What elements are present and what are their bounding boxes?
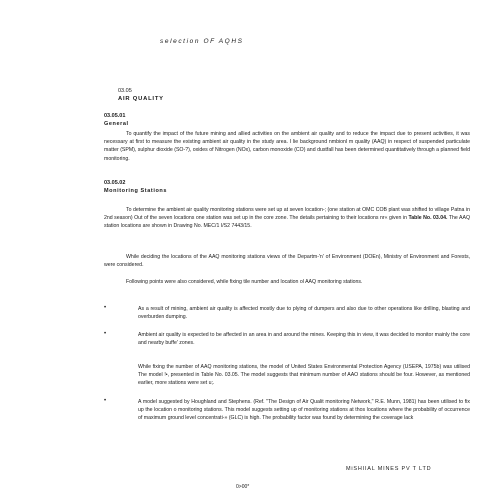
bullet-text-1: As a result of mining, ambient air quality is affected mostly due to plying of dumpers and also due to other operations like drilling, blasting and overburden dumping.: [138, 306, 470, 321]
subsection-title-general: General: [104, 121, 129, 127]
section-title: AIR QUALITY: [118, 96, 164, 102]
model-paragraph: While fixing the number of AAQ monitoring stations, the model of United States Environmental Protection Agency (USEPA, 1975b) was utilised The model !•, presented in Table No. 03.05. The model suggests that minimum number of AAO stations should be four. However, as mentioned earlier, more stations were set u;.: [138, 364, 470, 387]
bullet-mark: •: [104, 331, 107, 337]
bullet-mark: •: [104, 398, 107, 404]
subsection-title-monitoring: Monitoring Stations: [104, 188, 168, 194]
subsection-number-monitoring: 03.05.02: [104, 180, 126, 186]
page-header: selection OF AQHS: [160, 38, 244, 45]
section-number: 03.05: [118, 88, 132, 94]
table-reference: Table No. 03.04.: [408, 215, 448, 222]
general-paragraph: To quantify the impact of the future mining and allied activities on the ambient air quality and to reduce the impact due to present activities, it was necessary at first to measure the existing ambient air quality in the study area. I lie background nmbionl m quality (AAQ) in respect of suspended particulate matter (SPM), sulphur dioxide (SO-?), oxides of Nitrogen (NOx), carbon monoxide (CO) and dustfall has been determined quantitatively through a planned field monitoring.: [104, 131, 470, 162]
bullet-mark: •: [104, 305, 107, 311]
monitoring-paragraph-2: While deciding the locations of the AAQ monitoring stations views of the Departm-'n' of Environment (DOEn), Ministry of Environment and Forests, were considered.: [104, 254, 470, 269]
page-number: 0>00*: [236, 484, 250, 490]
footer-company: MiSHIIAL MINES PV T LTD: [346, 466, 432, 472]
monitoring-paragraph-1: To determine the ambient air quality monitoring stations were set up at seven location-; (one station at OMC COB plant was shifted to village Patna in 2nd season) Out of the seven locations one station was set up in the core zone. The details pertaining to their locations nr« given in Table No. 03.04. The AAQ station locations are shown in Drawing No. MEC/1 I/S2 7443/15.: [104, 207, 470, 230]
subsection-number-general: 03.05.01: [104, 113, 126, 119]
bullet-text-2: Ambient air quality is expected to be affected in an area in and around the mines. Keeping this in view, it was decided to monitor mainly the core and nearby buffe' zones.: [138, 332, 470, 347]
bullet-text-3: A model suggested by Houghland and Stephens. (Ref. "The Design of Air Qualit monitoring Network," R.E. Munn, 1981) has been utilised to fix up the location o monitoring stations. This model suggests setting up of monitoring stations at thos locations where the probability of occurrence of maximum ground level concentrati-» (GLC) is high. The probability factor was found by determining the coverage lack: [138, 399, 470, 422]
monitoring-paragraph-3: Following points were also considered, while fixing tile number and location ol AAQ monitoring stations.: [126, 279, 363, 285]
